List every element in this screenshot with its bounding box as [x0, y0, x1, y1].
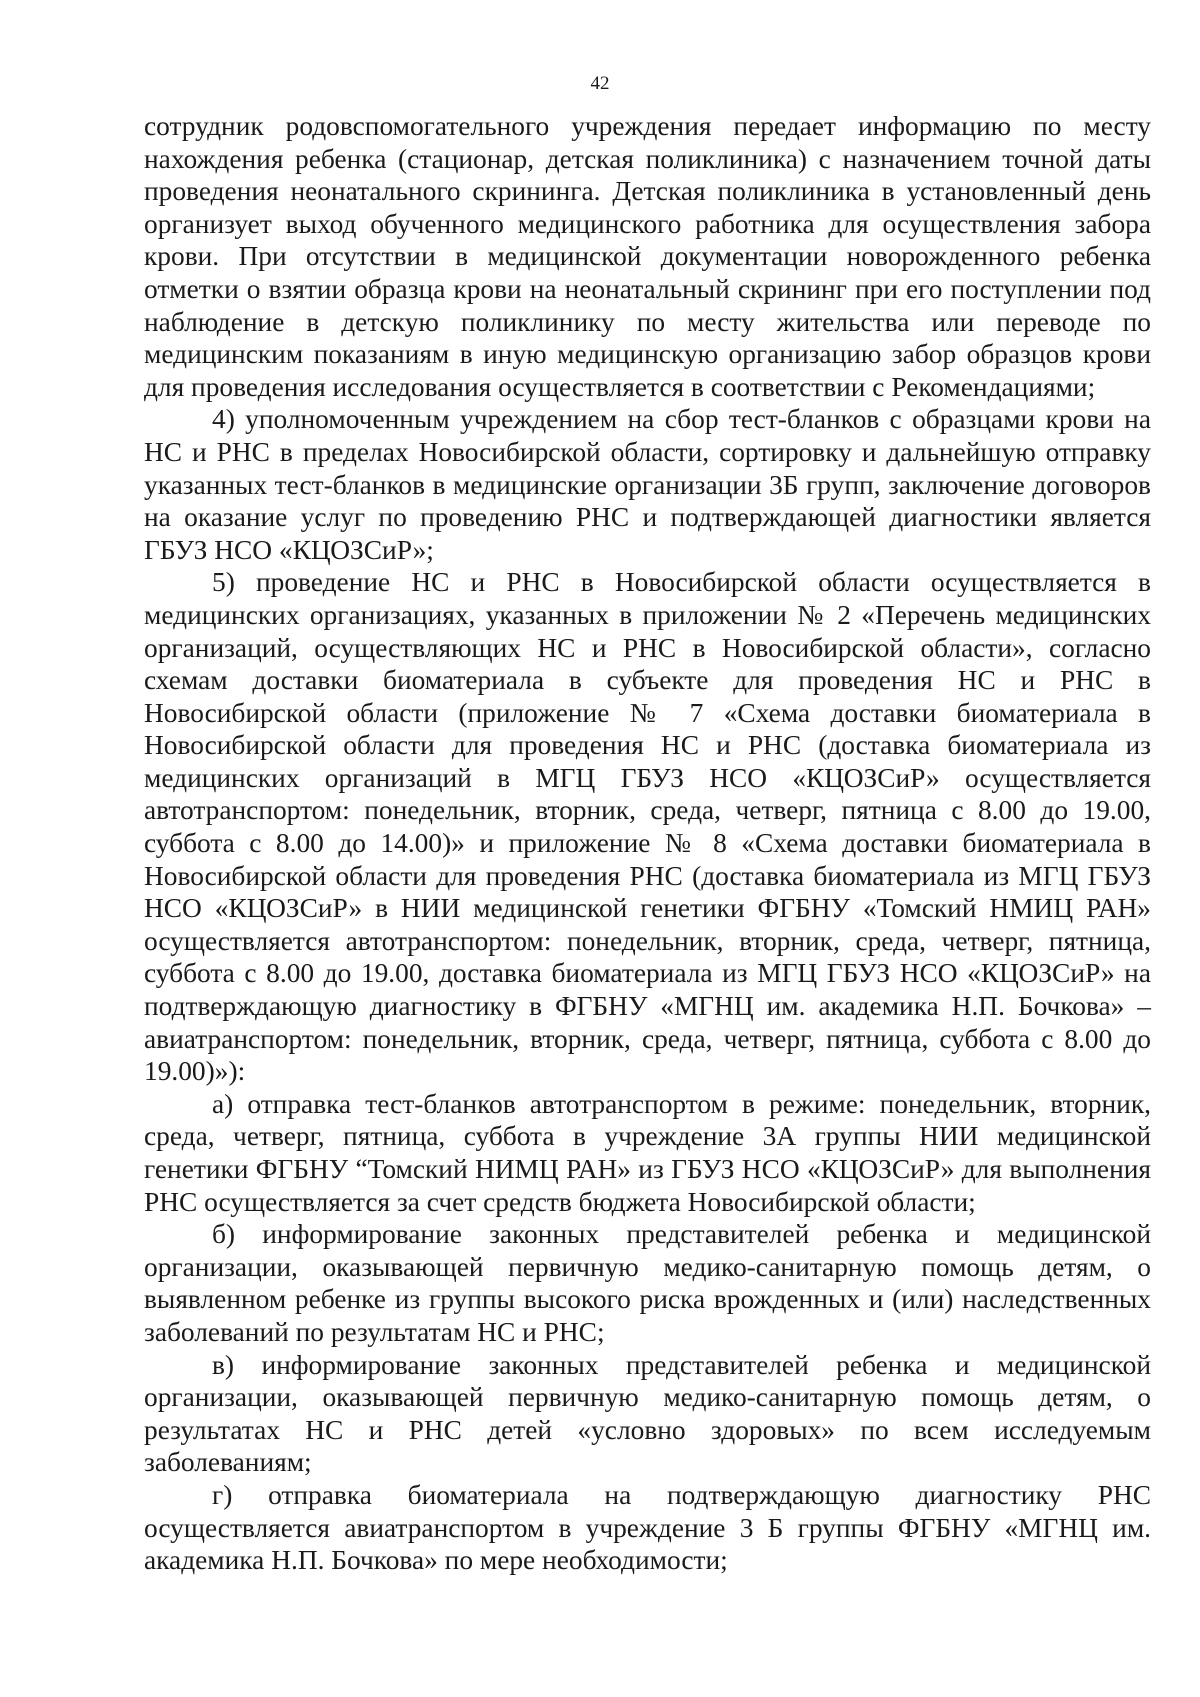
document-body — [144, 110, 1151, 1577]
paragraph-item-4: 4) уполномоченным учреждением на сбор тест-бланков с образцами крови на НС и РНС в пределах Новосибирской области, сортировку и дальнейшую отправку указанных тест-бланков в медицинские организации 3Б групп, заключение договоров на оказание услуг по проведению РНС и подтверждающей диагностики является ГБУЗ НСО «КЦОЗСиР»; — [144, 404, 1151, 565]
paragraph-continuation: сотрудник родовспомогательного учреждения передает информацию по месту нахождения ребенка (стационар, детская поликлиника) с назначением точной даты проведения неонатального скрининга. Детская поликлиника в установленный день организует выход обученного медицинского работника для осуществления забора крови. При отсутствии в медицинской документации новорожденного ребенка отметки о взятии образца крови на неонатальный скрининг при его поступлении под наблюдение в детскую поликлинику по месту жительства или переводе по медицинским показаниям в иную медицинскую организацию забор образцов крови для проведения исследования осуществляется в соответствии с Рекомендациями; — [144, 111, 1151, 402]
paragraph-subitem-a: а) отправка тест-бланков автотранспортом в режиме: понедельник, вторник, среда, четверг, пятница, суббота в учреждение 3А группы НИИ медицинской генетики ФГБНУ “Томский НИМЦ РАН» из ГБУЗ НСО «КЦОЗСиР» для выполнения РНС осуществляется за счет средств бюджета Новосибирской области; — [144, 1088, 1151, 1217]
paragraph-subitem-v: в) информирование законных представителей ребенка и медицинской организации, оказывающей первичную медико-санитарную помощь детям, о результатах НС и РНС детей «условно здоровых» по всем исследуемым заболеваниям; — [144, 1349, 1151, 1478]
paragraph-item-5: 5) проведение НС и РНС в Новосибирской области осуществляется в медицинских организациях, указанных в приложении № 2 «Перечень медицинских организаций, осуществляющих НС и РНС в Новосибирской области», согласно схемам доставки биоматериала в субъекте для проведения НС и РНС в Новосибирской области (приложение № 7 «Схема доставки биоматериала в Новосибирской области для проведения НС и РНС (доставка биоматериала из медицинских организаций в МГЦ ГБУЗ НСО «КЦОЗСиР» осуществляется автотранспортом: понедельник, вторник, среда, четверг, пятница с 8.00 до 19.00, суббота с 8.00 до 14.00)» и приложение № 8 «Схема доставки биоматериала в Новосибирской области для проведения РНС (доставка биоматериала из МГЦ ГБУЗ НСО «КЦОЗСиР» в НИИ медицинской генетики ФГБНУ «Томский НМИЦ РАН» осуществляется автотранспортом: понедельник, вторник, среда, четверг, пятница, суббота с 8.00 до 19.00, доставка биоматериала из МГЦ ГБУЗ НСО «КЦОЗСиР» на подтверждающую диагностику в ФГБНУ «МГНЦ им. академика Н.П. Бочкова» – авиатранспортом: понедельник, вторник, среда, четверг, пятница, суббота с 8.00 до 19.00)»): — [144, 567, 1151, 1087]
paragraph-subitem-b: б) информирование законных представителей ребенка и медицинской организации, оказывающей первичную медико-санитарную помощь детям, о выявленном ребенке из группы высокого риска врожденных и (или) наследственных заболеваний по результатам НС и РНС; — [144, 1219, 1151, 1347]
paragraph-subitem-g: г) отправка биоматериала на подтверждающую диагностику РНС осуществляется авиатранспортом в учреждение 3 Б группы ФГБНУ «МГНЦ им. академика Н.П. Бочкова» по мере необходимости; — [144, 1479, 1151, 1576]
page-number: 42 — [590, 73, 610, 94]
